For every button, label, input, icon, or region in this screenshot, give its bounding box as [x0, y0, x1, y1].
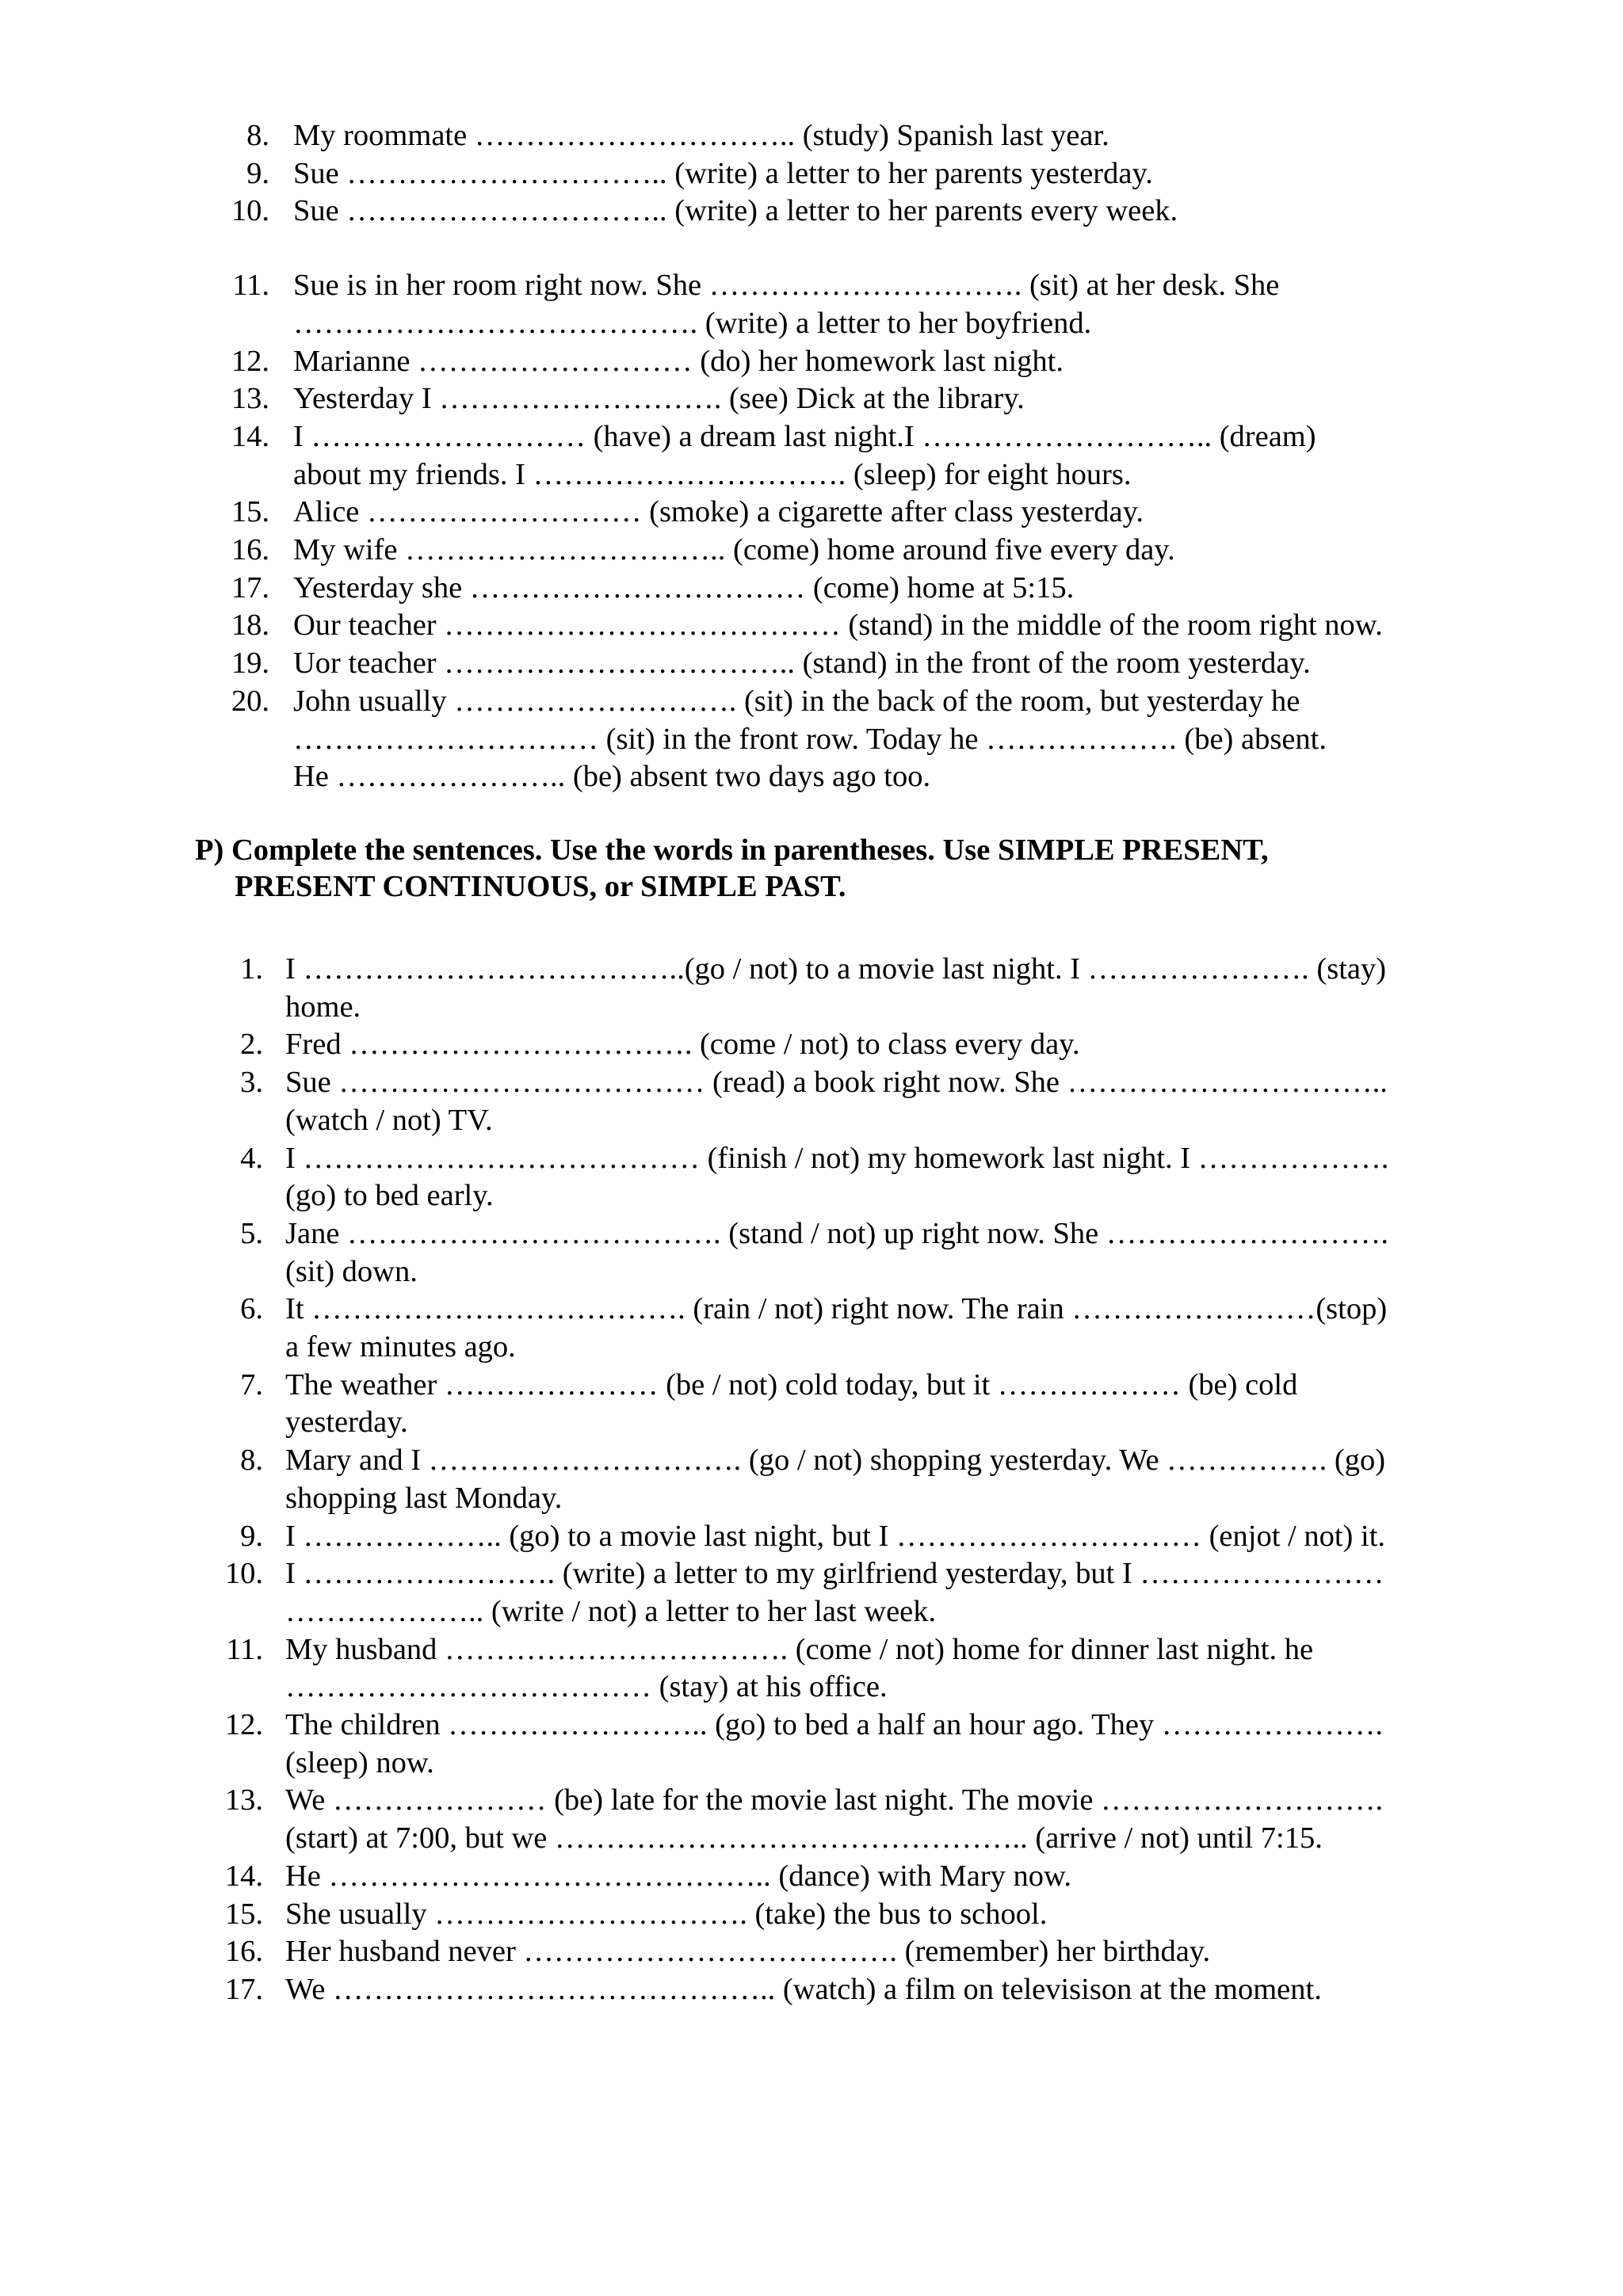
item-number: 12.	[231, 344, 269, 378]
item-text-line: (go) to bed early.	[285, 1179, 494, 1213]
list-item	[0, 1971, 1623, 2009]
list-item	[0, 1782, 1623, 1857]
item-text-line: He …………………………………….. (dance) with Mary now.	[285, 1859, 1071, 1893]
item-text-line: Alice ……………………… (smoke) a cigarette after class yesterday.	[293, 495, 1144, 529]
item-text-line: We ………………… (be) late for the movie last night. The movie ……………………….	[285, 1783, 1384, 1817]
list-item	[0, 267, 1623, 342]
item-text-line: (sit) down.	[285, 1254, 418, 1288]
item-text-line: a few minutes ago.	[285, 1330, 516, 1364]
item-number: 17.	[224, 1972, 263, 2006]
item-text-line: She usually …………………………. (take) the bus to school.	[285, 1897, 1048, 1931]
item-number: 3.	[240, 1066, 263, 1100]
item-text-line: Her husband never ………………………………. (remember) her birthday.	[285, 1935, 1211, 1969]
list-item	[0, 951, 1623, 1026]
item-number: 16.	[231, 533, 269, 567]
item-number: 12.	[224, 1708, 263, 1742]
item-text-line: He ………………….. (be) absent two days ago too.	[293, 760, 931, 794]
list-item	[0, 1442, 1623, 1517]
item-text-line: Our teacher ………………………………… (stand) in the middle of the room right now.	[293, 608, 1383, 643]
item-text-line: My husband ……………………………. (come / not) home for dinner last night. he	[285, 1632, 1314, 1666]
exercise-list-p	[0, 951, 1623, 2009]
list-item	[0, 1518, 1623, 1556]
item-number: 8.	[240, 1444, 263, 1478]
item-text-line: …………………………………. (write) a letter to her boyfriend.	[293, 306, 1092, 340]
item-text-line: We …………………………………….. (watch) a film on televisison at the moment.	[285, 1972, 1322, 2006]
item-text-line: home.	[285, 990, 361, 1024]
list-item	[0, 1064, 1623, 1139]
list-item	[0, 1140, 1623, 1215]
item-number: 20.	[231, 684, 269, 718]
item-number: 14.	[231, 419, 269, 453]
item-number: 1.	[240, 952, 263, 986]
item-number: 4.	[240, 1141, 263, 1175]
item-text-line: Sue ………………………….. (write) a letter to her parents yesterday.	[293, 156, 1153, 190]
list-item	[0, 1026, 1623, 1064]
item-number: 13.	[224, 1783, 263, 1817]
heading-line-1: Complete the sentences. Use the words in parentheses. Use SIMPLE PRESENT,	[231, 833, 1269, 867]
item-text-line: Sue ……………………………… (read) a book right now. She …………………………..	[285, 1066, 1388, 1100]
item-text-line: The weather ………………… (be / not) cold today, but it ……………… (be) cold	[285, 1367, 1298, 1402]
item-text-line: (sleep) now.	[285, 1745, 434, 1779]
item-text-line: ……………….. (write / not) a letter to her last week.	[285, 1594, 937, 1628]
item-text-line: I ………………………………..(go / not) to a movie last night. I …………………. (stay)	[285, 952, 1387, 986]
item-text-line: (start) at 7:00, but we ……………………………………….. (arrive / not) until 7:15.	[285, 1821, 1323, 1855]
list-item	[0, 532, 1623, 570]
list-item	[0, 683, 1623, 796]
item-number: 15.	[231, 495, 269, 529]
item-text-line: It ………………………………. (rain / not) right now. The rain ……………………(stop)	[285, 1292, 1388, 1326]
item-number: 15.	[224, 1897, 263, 1931]
item-text-line: The children …………………….. (go) to bed a half an hour ago. They ………………….	[285, 1708, 1384, 1742]
item-number: 6.	[240, 1292, 263, 1326]
item-text-line: Marianne ……………………… (do) her homework last night.	[293, 344, 1064, 378]
item-text-line: ………………………… (sit) in the front row. Today he ………………. (be) absent.	[293, 722, 1327, 756]
item-number: 10.	[231, 194, 269, 228]
list-item	[0, 607, 1623, 645]
list-item	[0, 1933, 1623, 1971]
exercise-list-continued	[0, 117, 1623, 796]
item-text-line: My roommate ………………………….. (study) Spanish last year.	[293, 119, 1109, 152]
list-item	[0, 1367, 1623, 1442]
item-text-line: Fred ……………………………. (come / not) to class every day.	[285, 1028, 1080, 1062]
list-item	[0, 1858, 1623, 1896]
item-text-line: Uor teacher …………………………….. (stand) in the front of the room yesterday.	[293, 646, 1311, 681]
item-number: 19.	[231, 646, 269, 681]
list-item	[0, 193, 1623, 231]
item-text-line: John usually ………………………. (sit) in the back of the room, but yesterday he	[293, 684, 1300, 718]
item-number: 10.	[224, 1557, 263, 1591]
item-text-line: Mary and I …………………………. (go / not) shopping yesterday. We ……………. (go)	[285, 1444, 1386, 1478]
item-number: 16.	[224, 1935, 263, 1969]
item-number: 13.	[231, 382, 269, 416]
item-text-line: Sue ………………………….. (write) a letter to her parents every week.	[293, 194, 1178, 228]
section-letter: P)	[195, 833, 224, 867]
item-text-line: ……………………………… (stay) at his office.	[285, 1670, 888, 1704]
item-number: 9.	[240, 1519, 263, 1553]
list-item	[0, 1291, 1623, 1366]
list-item	[0, 1215, 1623, 1291]
item-number: 7.	[240, 1367, 263, 1402]
item-text-line: about my friends. I …………………………. (sleep) for eight hours.	[293, 457, 1132, 491]
item-text-line: Yesterday she …………………………… (come) home at 5:15.	[293, 570, 1075, 605]
heading-line-2: PRESENT CONTINUOUS, or SIMPLE PAST.	[235, 870, 846, 903]
item-text-line: I ……………….. (go) to a movie last night, but I ………………………… (enjot / not) it.	[285, 1519, 1386, 1553]
list-item	[0, 570, 1623, 608]
item-text-line: Yesterday I ………………………. (see) Dick at the library.	[293, 382, 1025, 416]
list-item	[0, 155, 1623, 193]
list-item	[0, 343, 1623, 381]
list-item	[0, 1896, 1623, 1934]
list-item	[0, 1555, 1623, 1630]
item-text-line: Sue is in her room right now. She …………………………. (sit) at her desk. She	[293, 269, 1280, 303]
item-text-line: My wife ………………………….. (come) home around five every day.	[293, 533, 1175, 567]
section-p-heading	[195, 832, 1269, 905]
list-item	[0, 418, 1623, 494]
list-item	[0, 1631, 1623, 1707]
item-number: 14.	[224, 1859, 263, 1893]
item-text-line: I ……………………… (have) a dream last night.I ……………………….. (dream)	[293, 419, 1316, 453]
item-number: 5.	[240, 1216, 263, 1250]
item-number: 8.	[246, 119, 269, 152]
list-item	[0, 1707, 1623, 1782]
list-item	[0, 117, 1623, 155]
item-number: 9.	[246, 156, 269, 190]
item-text-line: (watch / not) TV.	[285, 1103, 493, 1137]
item-text-line: I ………………………………… (finish / not) my homework last night. I ……………….	[285, 1141, 1389, 1175]
list-item	[0, 645, 1623, 683]
item-number: 11.	[232, 269, 269, 303]
item-number: 11.	[226, 1632, 263, 1666]
item-number: 17.	[231, 570, 269, 605]
item-text-line: I ……………………. (write) a letter to my girlfriend yesterday, but I ……………………	[285, 1557, 1384, 1591]
list-item	[0, 380, 1623, 418]
list-item	[0, 494, 1623, 532]
item-text-line: Jane ………………………………. (stand / not) up right now. She ……………………….	[285, 1216, 1388, 1250]
item-number: 18.	[231, 608, 269, 643]
item-text-line: shopping last Monday.	[285, 1481, 563, 1515]
item-text-line: yesterday.	[285, 1405, 408, 1440]
item-number: 2.	[240, 1028, 263, 1062]
